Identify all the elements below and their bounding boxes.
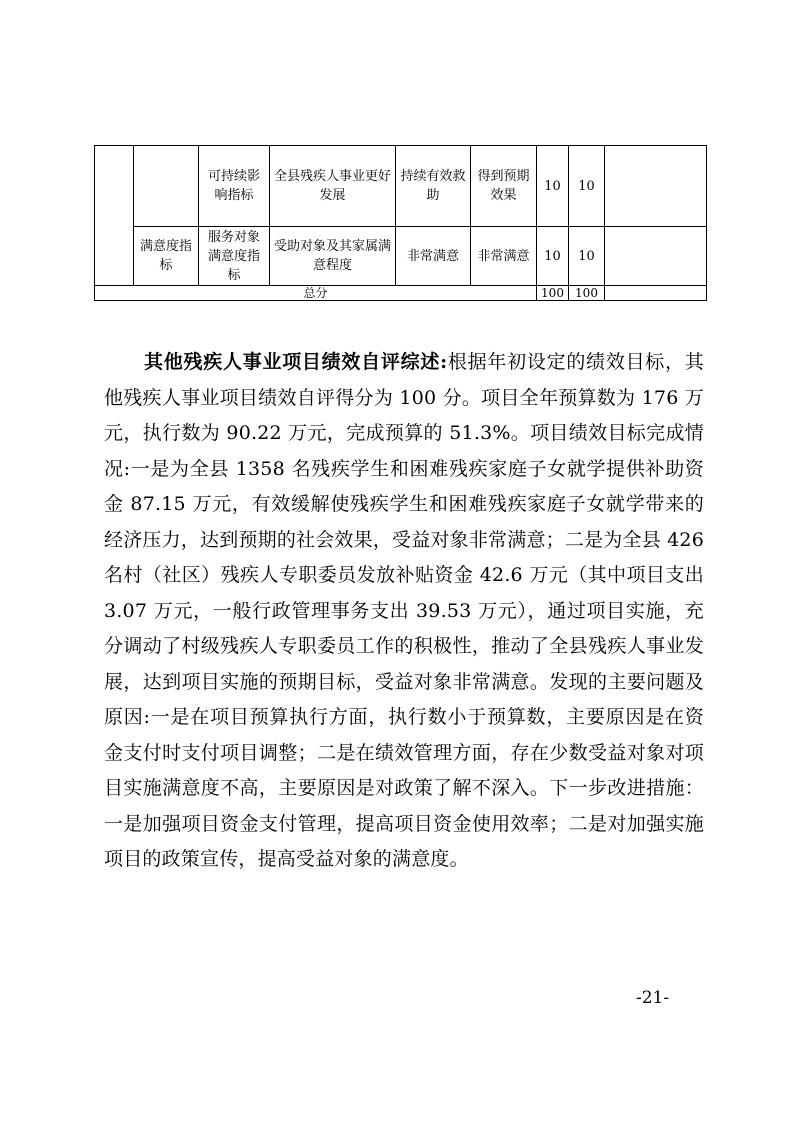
total-weight-cell: 100: [537, 286, 569, 301]
summary-heading: 其他残疾人事业项目绩效自评综述:: [144, 351, 448, 373]
indicator-cell: 服务对象满意度指标: [199, 227, 270, 286]
content-cell: 全县残疾人事业更好发展: [270, 146, 396, 227]
remark-cell: [605, 146, 707, 227]
score-cell: 10: [569, 146, 605, 227]
evaluation-summary: [104, 345, 704, 878]
category-cell: 满意度指标: [134, 227, 199, 286]
table-row-satisfaction: [95, 227, 707, 286]
remark-cell: [605, 227, 707, 286]
target-value-cell: 持续有效救助: [396, 146, 471, 227]
page-number: -21-: [636, 988, 670, 1008]
performance-table: [94, 145, 707, 301]
actual-value-cell: 得到预期效果: [471, 146, 537, 227]
summary-paragraph: [104, 345, 704, 878]
table-row-total: [95, 286, 707, 301]
total-score-cell: 100: [569, 286, 605, 301]
target-value-cell: 非常满意: [396, 227, 471, 286]
table-row-sustainable-impact: [95, 146, 707, 227]
first-level-indicator-cell: [95, 146, 134, 286]
total-label-cell: 总分: [95, 286, 537, 301]
weight-cell: 10: [537, 227, 569, 286]
content-cell: 受助对象及其家属满意程度: [270, 227, 396, 286]
indicator-cell: 可持续影响指标: [199, 146, 270, 227]
remark-cell: [605, 286, 707, 301]
score-cell: 10: [569, 227, 605, 286]
second-level-indicator-cell: [134, 146, 199, 227]
summary-body: 根据年初设定的绩效目标，其他残疾人事业项目绩效自评得分为 100 分。项目全年预算数为 176 万元，执行数为 90.22 万元，完成预算的 51.3%。项目绩效目标完成情况:一是为全县 1358 名残疾学生和困难残疾家庭子女就学提供补助资金 87.15 万元，有效缓解使残疾学生和困难残疾家庭子女就学带来的经济压力，达到预期的社会效果，受益对象非常满意；二是为全县 426 名村（社区）残疾人专职委员发放补贴资金 42.6 万元（其中项目支出 3.07 万元，一般行政管理事务支出 39.53 万元），通过项目实施，充分调动了村级残疾人专职委员工作的积极性，推动了全县残疾人事业发展，达到项目实施的预期目标，受益对象非常满意。发现的主要问题及原因:一是在项目预算执行方面，执行数小于预算数，主要原因是在资金支付时支付项目调整；二是在绩效管理方面，存在少数受益对象对项目实施满意度不高，主要原因是对政策了解不深入。下一步改进措施：一是加强项目资金支付管理，提高项目资金使用效率；二是对加强实施项目的政策宣传，提高受益对象的满意度。: [104, 351, 704, 870]
weight-cell: 10: [537, 146, 569, 227]
actual-value-cell: 非常满意: [471, 227, 537, 286]
